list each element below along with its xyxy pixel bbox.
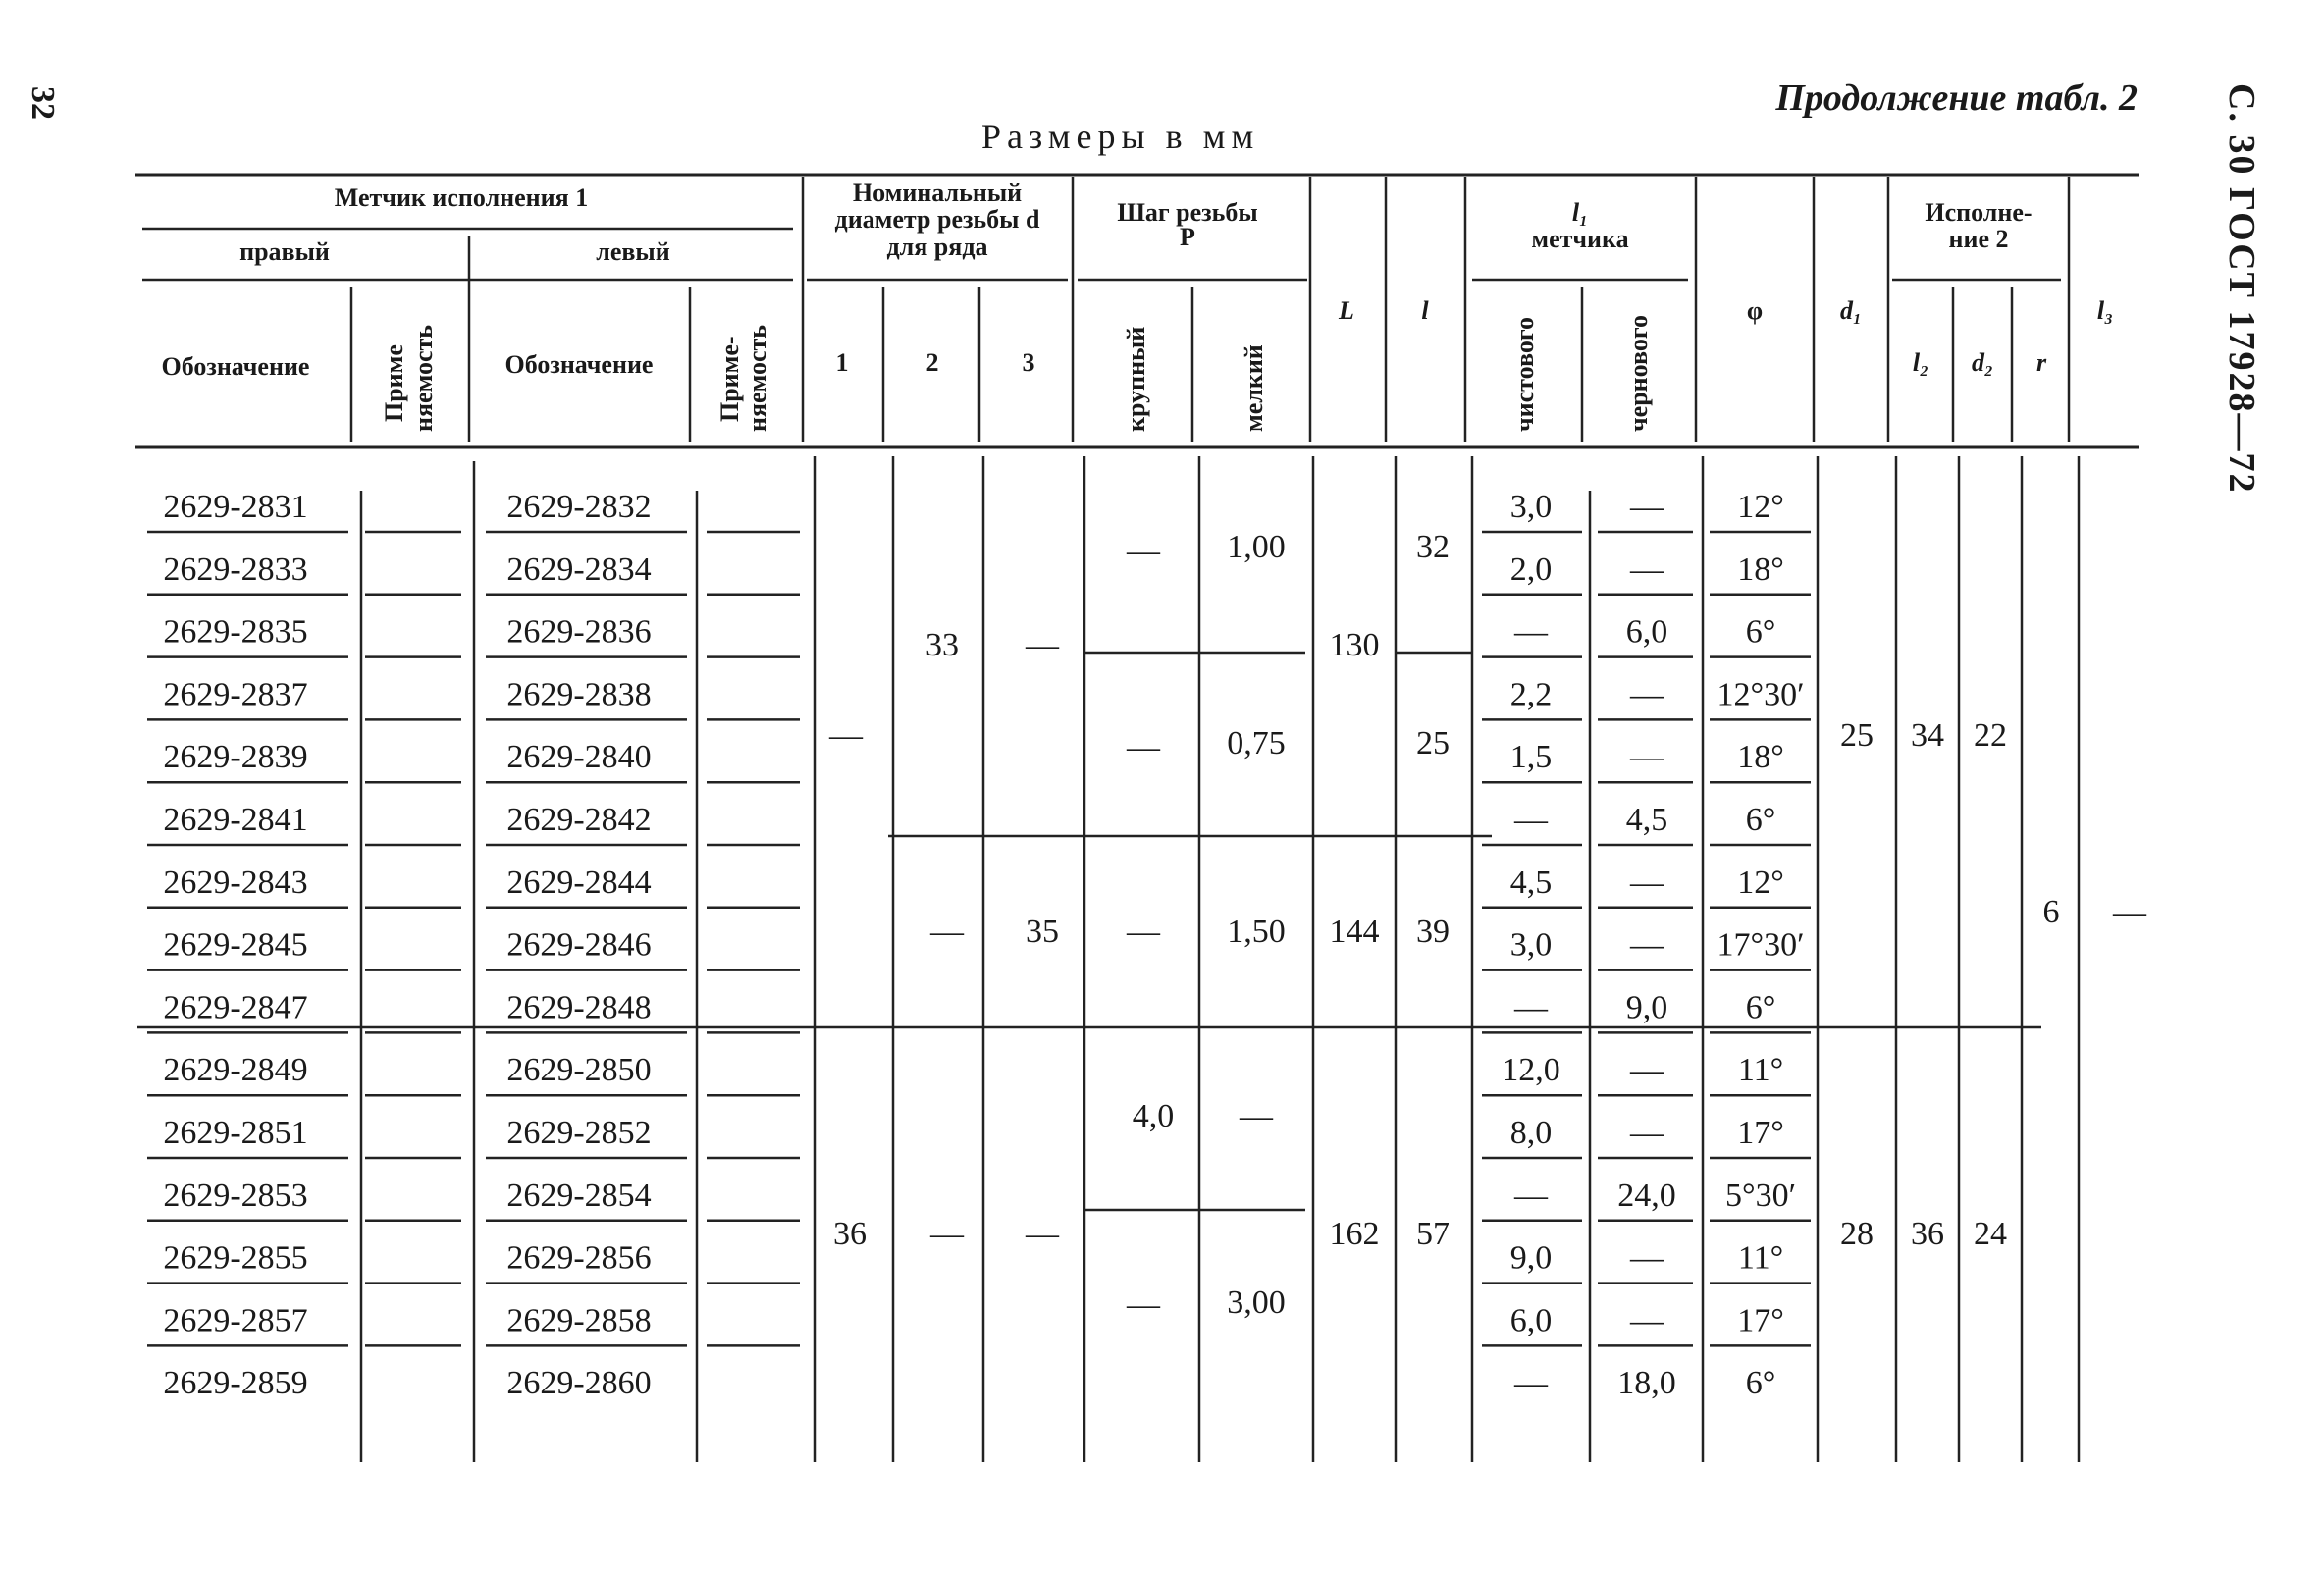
cell-l-d: 57	[1416, 1216, 1450, 1252]
cell-fine-b: 0,75	[1227, 725, 1286, 761]
cell-fine-e: 3,00	[1227, 1284, 1286, 1321]
header-designation-right: Обозначение	[161, 352, 310, 381]
header-left: левый	[596, 237, 670, 266]
cell-designation-right: 2629-2841	[163, 802, 308, 838]
units-caption: Размеры в мм	[981, 117, 1260, 156]
cell-coarse-e: —	[1127, 1286, 1160, 1323]
cell-l1-roughing: —	[1630, 1239, 1664, 1277]
cell-l1-finishing: 12,0	[1502, 1052, 1560, 1089]
cell-designation-left: 2629-2842	[506, 802, 652, 838]
cell-designation-right: 2629-2833	[163, 550, 308, 588]
cell-designation-right: 2629-2853	[163, 1177, 308, 1214]
cell-designation-left: 2629-2856	[506, 1239, 652, 1277]
cell-l1-roughing: —	[1630, 1115, 1664, 1151]
cell-l1-roughing: 18,0	[1617, 1365, 1676, 1402]
cell-d-row1-bottom: 36	[833, 1216, 867, 1252]
header-r: r	[2035, 348, 2047, 377]
cell-designation-right: 2629-2845	[163, 926, 308, 964]
header-diameter-2: диаметр резьбы d	[834, 205, 1040, 234]
cell-phi: 11°	[1737, 1052, 1784, 1089]
cell-l1-roughing: —	[1630, 926, 1664, 964]
cell-d-row2-c: —	[930, 1216, 964, 1252]
cell-designation-left: 2629-2860	[506, 1365, 652, 1402]
cell-fine-a: 1,00	[1227, 529, 1286, 565]
cell-phi: 6°	[1745, 802, 1776, 838]
cell-l1-finishing: 3,0	[1509, 489, 1553, 525]
cell-phi: 17°	[1737, 1115, 1784, 1151]
header-l2: l₂	[1912, 348, 1929, 377]
header-d1: d₁	[1839, 296, 1863, 325]
cell-phi: 12°	[1737, 489, 1784, 525]
header-coarse: крупный	[1122, 326, 1150, 432]
cell-coarse-b: —	[1127, 729, 1160, 765]
cell-l1-roughing: —	[1630, 676, 1664, 713]
header-applicability-right-2: няемость	[409, 324, 438, 432]
cell-l1-roughing: 24,0	[1617, 1177, 1676, 1214]
cell-L-c: 162	[1329, 1216, 1380, 1252]
header-roughing: чернового	[1624, 314, 1653, 432]
cell-designation-left: 2629-2832	[506, 489, 652, 525]
cell-phi: 11°	[1737, 1239, 1784, 1277]
cell-d-row2-b: —	[930, 914, 964, 950]
cell-phi: 5°30′	[1724, 1177, 1797, 1214]
cell-l1-roughing: 6,0	[1625, 613, 1668, 651]
cell-d-row2-a: 33	[925, 627, 959, 663]
cell-L-a: 130	[1329, 627, 1380, 663]
cell-l1-roughing: —	[1630, 864, 1664, 901]
cell-designation-left: 2629-2858	[506, 1302, 652, 1339]
continuation-caption: Продолжение табл. 2	[1775, 78, 2138, 119]
page-number: 32	[25, 86, 61, 120]
cell-l1-finishing: 3,0	[1509, 926, 1553, 964]
header-row-2: 2	[925, 348, 939, 377]
cell-l1-finishing: —	[1514, 1365, 1548, 1402]
cell-phi: 12°30′	[1717, 676, 1805, 713]
header-exec2-2: ние 2	[1948, 225, 2009, 253]
cell-fine-d: —	[1240, 1098, 1273, 1134]
cell-l1-roughing: —	[1630, 1302, 1664, 1339]
cell-designation-right: 2629-2831	[163, 489, 308, 525]
cell-l1-roughing: 9,0	[1625, 989, 1668, 1026]
cell-l1-finishing: —	[1514, 1177, 1548, 1214]
cell-l1-roughing: —	[1630, 550, 1664, 588]
cell-l1-finishing: 8,0	[1509, 1115, 1553, 1151]
header-row-1: 1	[835, 348, 849, 377]
header-d2: d₂	[1971, 348, 1994, 377]
cell-l-a: 32	[1416, 529, 1450, 565]
cell-coarse-a: —	[1127, 533, 1160, 569]
header-pitch-1: Шаг резьбы	[1117, 198, 1258, 227]
cell-phi: 18°	[1737, 550, 1784, 588]
cell-designation-left: 2629-2834	[506, 550, 652, 588]
cell-l2-a: 34	[1911, 717, 1944, 754]
cell-l1-finishing: 4,5	[1509, 864, 1553, 901]
header-applicability-left-1: Приме-	[715, 336, 744, 422]
cell-phi: 18°	[1737, 739, 1784, 776]
header-applicability-left-2: няемость	[743, 324, 771, 432]
cell-designation-left: 2629-2854	[506, 1177, 652, 1214]
cell-d1-a: 25	[1840, 717, 1874, 754]
cell-coarse-c: —	[1127, 914, 1160, 950]
cell-designation-right: 2629-2843	[163, 864, 308, 901]
header-pitch-2: P	[1180, 223, 1195, 251]
cell-designation-right: 2629-2855	[163, 1239, 308, 1277]
cell-phi: 6°	[1745, 989, 1776, 1026]
cell-l-c: 39	[1416, 914, 1450, 950]
cell-designation-left: 2629-2844	[506, 864, 652, 901]
cell-designation-right: 2629-2847	[163, 989, 308, 1026]
header-phi: φ	[1746, 296, 1764, 325]
header-row-3: 3	[1022, 348, 1035, 377]
cell-d-row3-b: 35	[1026, 914, 1059, 950]
cell-phi: 17°30′	[1717, 926, 1805, 964]
cell-l1-finishing: —	[1514, 989, 1548, 1026]
cell-l-b: 25	[1416, 725, 1450, 761]
cell-l1-finishing: 6,0	[1509, 1302, 1553, 1339]
cell-coarse-d: 4,0	[1132, 1098, 1175, 1134]
header-fine: мелкий	[1240, 344, 1268, 432]
cell-l1-roughing: —	[1630, 1052, 1664, 1089]
cell-designation-right: 2629-2839	[163, 739, 308, 776]
header-L: L	[1339, 296, 1354, 325]
header-designation-left: Обозначение	[504, 350, 654, 379]
header-tap-group: Метчик исполнения 1	[334, 183, 589, 212]
cell-l1-finishing: —	[1514, 802, 1548, 838]
header-diameter-3: для ряда	[886, 233, 988, 261]
cell-phi: 6°	[1745, 613, 1776, 651]
cell-l1-finishing: 9,0	[1509, 1239, 1553, 1277]
cell-designation-left: 2629-2840	[506, 739, 652, 776]
cell-l1-finishing: 2,0	[1509, 550, 1553, 588]
header-l3: l₃	[2096, 296, 2114, 325]
cell-d2-b: 24	[1974, 1216, 2007, 1252]
cell-phi: 17°	[1737, 1302, 1784, 1339]
cell-l1-roughing: —	[1630, 739, 1664, 776]
cell-d-row3-c: —	[1026, 1216, 1059, 1252]
cell-designation-left: 2629-2846	[506, 926, 652, 964]
cell-phi: 12°	[1737, 864, 1784, 901]
cell-l1-finishing: 1,5	[1509, 739, 1553, 776]
cell-L-b: 144	[1329, 914, 1380, 950]
cell-designation-right: 2629-2851	[163, 1115, 308, 1151]
cell-designation-left: 2629-2836	[506, 613, 652, 651]
cell-designation-right: 2629-2849	[163, 1052, 308, 1089]
header-applicability-right-1: Приме	[380, 344, 408, 422]
cell-designation-right: 2629-2837	[163, 676, 308, 713]
header-diameter-1: Номинальный	[852, 179, 1023, 207]
cell-l2-b: 36	[1911, 1216, 1944, 1252]
cell-designation-right: 2629-2859	[163, 1365, 308, 1402]
cell-l1-roughing: —	[1630, 489, 1664, 525]
cell-d2-a: 22	[1974, 717, 2007, 754]
cell-designation-left: 2629-2850	[506, 1052, 652, 1089]
cell-phi: 6°	[1745, 1365, 1776, 1402]
standard-reference: С. 30 ГОСТ 17928—72	[2221, 83, 2262, 495]
header-l: l	[1421, 296, 1429, 325]
cell-designation-left: 2629-2852	[506, 1115, 652, 1151]
cell-l1-finishing: 2,2	[1509, 676, 1553, 713]
header-right: правый	[239, 237, 330, 266]
cell-d1-b: 28	[1840, 1216, 1874, 1252]
cell-designation-left: 2629-2838	[506, 676, 652, 713]
cell-l1-roughing: 4,5	[1625, 802, 1668, 838]
cell-designation-left: 2629-2848	[506, 989, 652, 1026]
cell-d-row3-a: —	[1026, 627, 1059, 663]
header-exec2-1: Исполне-	[1925, 198, 2033, 227]
cell-l1-finishing: —	[1514, 613, 1548, 651]
cell-fine-c: 1,50	[1227, 914, 1286, 950]
header-l1-tap: метчика	[1531, 225, 1629, 253]
cell-l3: —	[2113, 894, 2146, 930]
header-l1: l₁	[1571, 198, 1589, 227]
cell-designation-right: 2629-2857	[163, 1302, 308, 1339]
header-finishing: чистового	[1510, 317, 1539, 432]
cell-designation-right: 2629-2835	[163, 613, 308, 651]
cell-r: 6	[2042, 894, 2060, 930]
cell-d-row1-top: —	[829, 717, 863, 754]
